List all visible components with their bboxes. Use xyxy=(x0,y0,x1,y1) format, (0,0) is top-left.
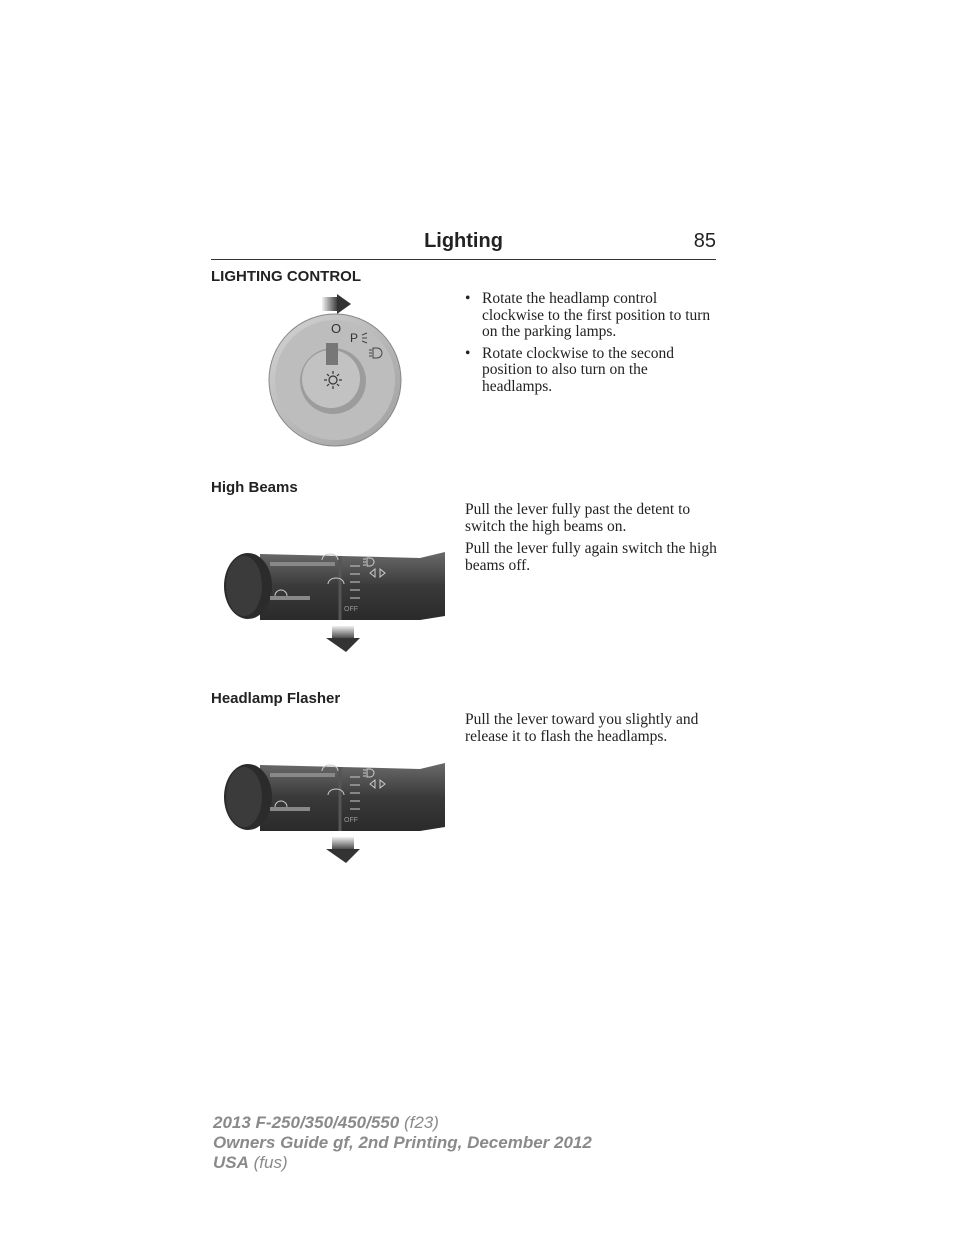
footer-line: 2013 F-250/350/450/550 (f23) xyxy=(213,1113,439,1132)
high-beams-lever-illustration xyxy=(220,548,448,661)
footer-line: USA (fus) xyxy=(213,1153,288,1172)
paragraph: Pull the lever fully past the detent to switch the high beams on. xyxy=(465,501,691,535)
headlamp-flasher-lever-illustration xyxy=(220,759,448,872)
pull-down-arrow-icon xyxy=(326,837,360,863)
paragraph: Pull the lever toward you slightly and release it to flash the headlamps. xyxy=(465,711,699,745)
headlamp-flasher-instructions xyxy=(465,712,717,751)
page-header xyxy=(211,228,716,260)
page-title: Lighting xyxy=(424,230,503,252)
footer-line: Owners Guide gf, 2nd Printing, December 2012 xyxy=(213,1133,592,1152)
lever-off-label: OFF xyxy=(344,606,358,613)
page-number: 85 xyxy=(693,230,716,252)
list-item: • Rotate the headlamp control clockwise to the first position to turn on the parking lamps. xyxy=(465,290,711,340)
section-heading-high-beams: High Beams xyxy=(211,479,298,496)
lever-off-label: OFF xyxy=(344,817,358,824)
list-item: • Rotate clockwise to the second position to also turn on the headlamps. xyxy=(465,344,674,395)
section-heading-headlamp-flasher: Headlamp Flasher xyxy=(211,690,341,707)
clockwise-arrow-icon xyxy=(322,294,351,314)
paragraph: Pull the lever fully again switch the high beams off. xyxy=(465,540,717,574)
page-footer xyxy=(213,1113,592,1173)
section-heading-lighting-control: LIGHTING CONTROL xyxy=(211,268,361,285)
pull-down-arrow-icon xyxy=(326,626,360,652)
headlamp-control-dial-illustration xyxy=(265,293,405,453)
high-beams-instructions xyxy=(465,502,717,580)
lighting-control-instructions xyxy=(465,291,717,400)
dial-parking-label: P xyxy=(349,331,359,345)
dial-off-label: O xyxy=(330,321,342,336)
